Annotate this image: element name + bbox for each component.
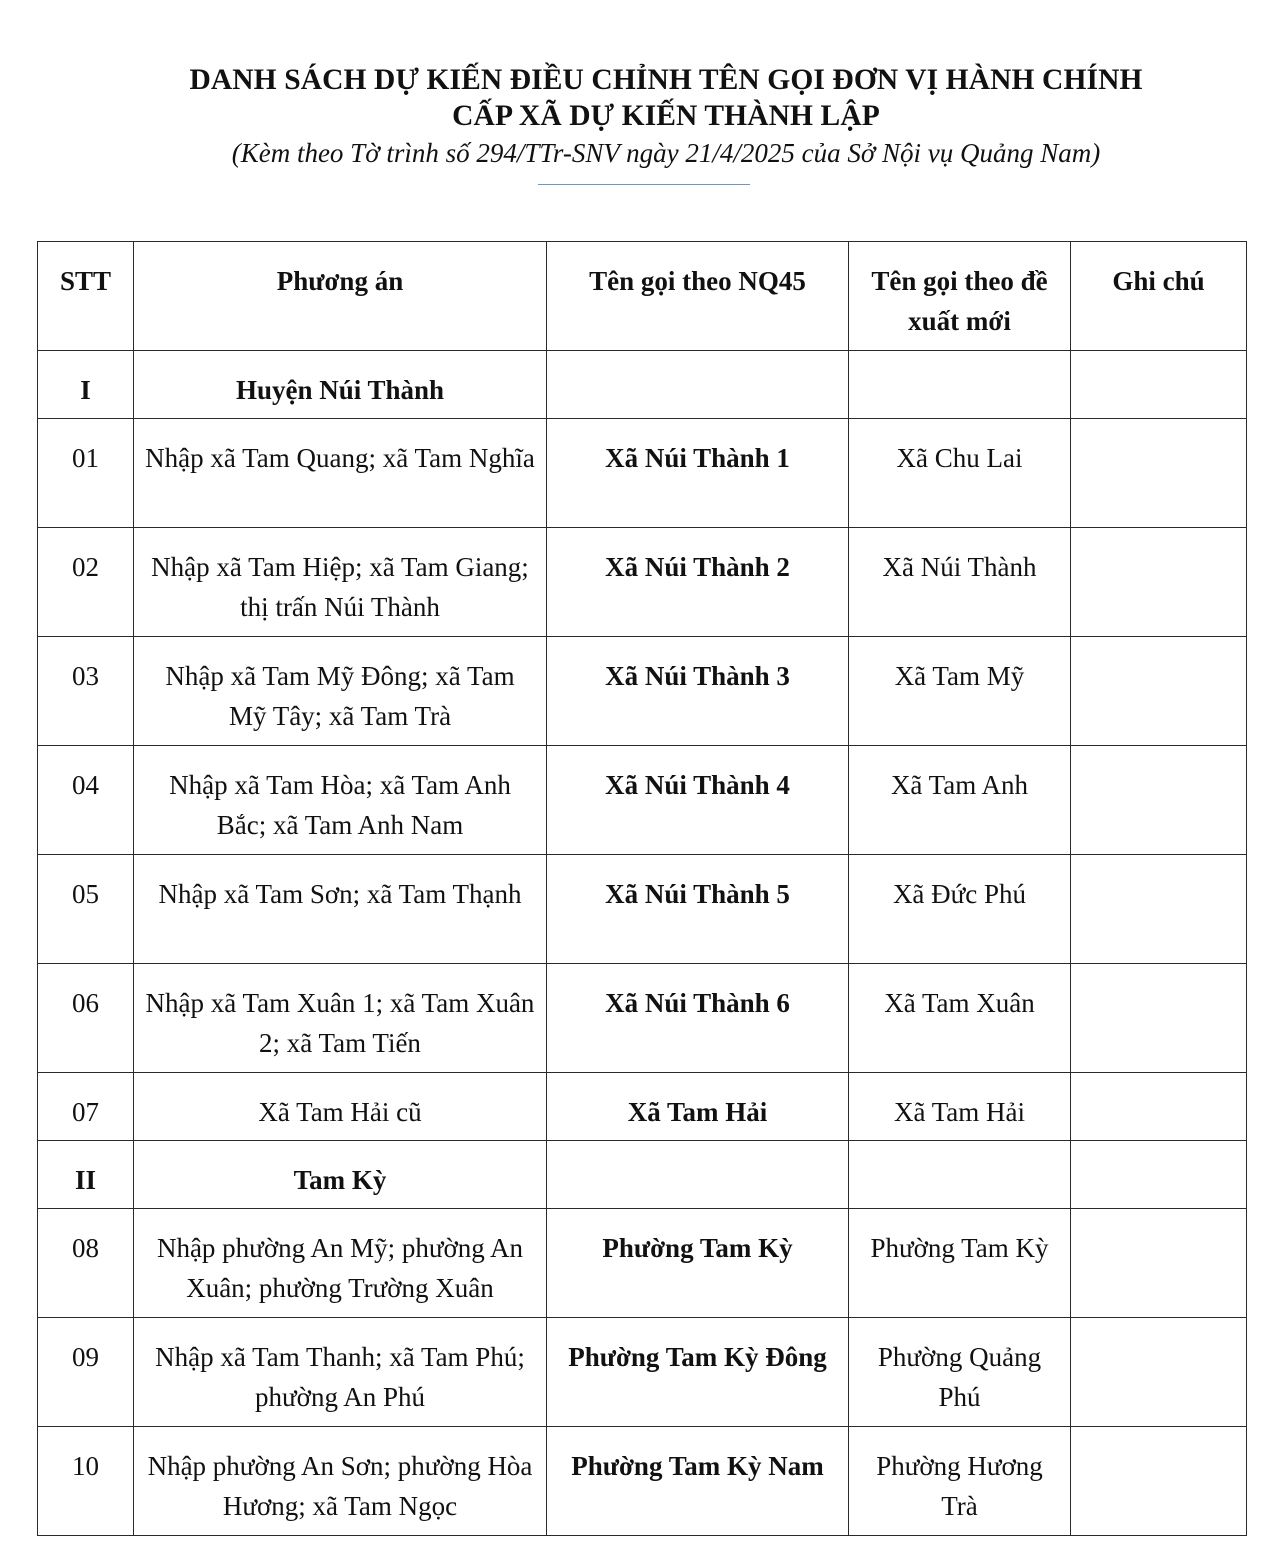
cell-ten-moi: Phường Quảng Phú bbox=[849, 1318, 1071, 1427]
section-row bbox=[38, 351, 1247, 419]
empty-cell bbox=[849, 1141, 1071, 1209]
header-ghi-chu: Ghi chú bbox=[1071, 242, 1247, 351]
cell-phuong-an: Nhập xã Tam Hiệp; xã Tam Giang; thị trấn Núi Thành bbox=[134, 528, 547, 637]
header-phuong-an: Phương án bbox=[134, 242, 547, 351]
table-row bbox=[38, 528, 1247, 637]
cell-phuong-an: Nhập xã Tam Xuân 1; xã Tam Xuân 2; xã Tam Tiến bbox=[134, 964, 547, 1073]
cell-ten-nq45: Xã Núi Thành 5 bbox=[547, 855, 849, 964]
cell-stt: 07 bbox=[38, 1073, 134, 1141]
table-header-row bbox=[38, 242, 1247, 351]
table-row bbox=[38, 419, 1247, 528]
cell-ten-nq45: Xã Núi Thành 4 bbox=[547, 746, 849, 855]
header-ten-moi: Tên gọi theo đề xuất mới bbox=[849, 242, 1071, 351]
cell-ghi-chu bbox=[1071, 746, 1247, 855]
cell-phuong-an: Nhập xã Tam Thanh; xã Tam Phú; phường An Phú bbox=[134, 1318, 547, 1427]
cell-stt: 05 bbox=[38, 855, 134, 964]
cell-stt: 03 bbox=[38, 637, 134, 746]
table-row bbox=[38, 746, 1247, 855]
cell-ghi-chu bbox=[1071, 419, 1247, 528]
cell-ten-moi: Phường Hương Trà bbox=[849, 1427, 1071, 1536]
cell-stt: 02 bbox=[38, 528, 134, 637]
empty-cell bbox=[1071, 1141, 1247, 1209]
cell-ten-nq45: Xã Núi Thành 6 bbox=[547, 964, 849, 1073]
cell-stt: 06 bbox=[38, 964, 134, 1073]
document-title-line-1: DANH SÁCH DỰ KIẾN ĐIỀU CHỈNH TÊN GỌI ĐƠN VỊ HÀNH CHÍNH bbox=[189, 64, 1143, 96]
cell-ten-nq45: Xã Núi Thành 3 bbox=[547, 637, 849, 746]
cell-ten-nq45: Phường Tam Kỳ Đông bbox=[547, 1318, 849, 1427]
empty-cell bbox=[547, 351, 849, 419]
cell-ghi-chu bbox=[1071, 1427, 1247, 1536]
section-row bbox=[38, 1141, 1247, 1209]
table-row bbox=[38, 1073, 1247, 1141]
section-index: II bbox=[38, 1141, 134, 1209]
cell-ghi-chu bbox=[1071, 855, 1247, 964]
empty-cell bbox=[1071, 351, 1247, 419]
section-name: Tam Kỳ bbox=[134, 1141, 547, 1209]
cell-ghi-chu bbox=[1071, 1318, 1247, 1427]
cell-phuong-an: Nhập xã Tam Sơn; xã Tam Thạnh bbox=[134, 855, 547, 964]
cell-ten-moi: Xã Tam Anh bbox=[849, 746, 1071, 855]
cell-phuong-an: Nhập phường An Sơn; phường Hòa Hương; xã Tam Ngọc bbox=[134, 1427, 547, 1536]
title-underline-divider bbox=[538, 184, 750, 185]
cell-stt: 08 bbox=[38, 1209, 134, 1318]
table-row bbox=[38, 1427, 1247, 1536]
cell-phuong-an: Nhập phường An Mỹ; phường An Xuân; phường Trường Xuân bbox=[134, 1209, 547, 1318]
cell-ten-moi: Phường Tam Kỳ bbox=[849, 1209, 1071, 1318]
cell-stt: 01 bbox=[38, 419, 134, 528]
document-title-line-2: CẤP XÃ DỰ KIẾN THÀNH LẬP bbox=[452, 100, 880, 132]
table-row bbox=[38, 1318, 1247, 1427]
cell-ten-moi: Xã Đức Phú bbox=[849, 855, 1071, 964]
cell-phuong-an: Xã Tam Hải cũ bbox=[134, 1073, 547, 1141]
cell-ten-nq45: Phường Tam Kỳ Nam bbox=[547, 1427, 849, 1536]
cell-ghi-chu bbox=[1071, 528, 1247, 637]
cell-phuong-an: Nhập xã Tam Quang; xã Tam Nghĩa bbox=[134, 419, 547, 528]
administrative-units-table bbox=[37, 241, 1247, 1536]
cell-stt: 10 bbox=[38, 1427, 134, 1536]
table-row bbox=[38, 637, 1247, 746]
cell-ten-moi: Xã Chu Lai bbox=[849, 419, 1071, 528]
cell-ten-moi: Xã Tam Hải bbox=[849, 1073, 1071, 1141]
cell-ten-nq45: Xã Tam Hải bbox=[547, 1073, 849, 1141]
header-ten-nq45: Tên gọi theo NQ45 bbox=[547, 242, 849, 351]
cell-ten-nq45: Xã Núi Thành 2 bbox=[547, 528, 849, 637]
section-index: I bbox=[38, 351, 134, 419]
cell-phuong-an: Nhập xã Tam Hòa; xã Tam Anh Bắc; xã Tam Anh Nam bbox=[134, 746, 547, 855]
section-name: Huyện Núi Thành bbox=[134, 351, 547, 419]
cell-ten-moi: Xã Tam Xuân bbox=[849, 964, 1071, 1073]
empty-cell bbox=[849, 351, 1071, 419]
table-row bbox=[38, 1209, 1247, 1318]
table-row bbox=[38, 964, 1247, 1073]
document-header bbox=[0, 62, 1280, 172]
empty-cell bbox=[547, 1141, 849, 1209]
cell-ten-moi: Xã Núi Thành bbox=[849, 528, 1071, 637]
cell-ghi-chu bbox=[1071, 637, 1247, 746]
cell-stt: 04 bbox=[38, 746, 134, 855]
document-subtitle: (Kèm theo Tờ trình số 294/TTr-SNV ngày 21/4/2025 của Sở Nội vụ Quảng Nam) bbox=[231, 138, 1101, 168]
cell-ghi-chu bbox=[1071, 964, 1247, 1073]
cell-ghi-chu bbox=[1071, 1073, 1247, 1141]
cell-phuong-an: Nhập xã Tam Mỹ Đông; xã Tam Mỹ Tây; xã Tam Trà bbox=[134, 637, 547, 746]
header-stt: STT bbox=[38, 242, 134, 351]
table-row bbox=[38, 855, 1247, 964]
cell-ten-nq45: Phường Tam Kỳ bbox=[547, 1209, 849, 1318]
cell-ten-nq45: Xã Núi Thành 1 bbox=[547, 419, 849, 528]
cell-stt: 09 bbox=[38, 1318, 134, 1427]
cell-ten-moi: Xã Tam Mỹ bbox=[849, 637, 1071, 746]
cell-ghi-chu bbox=[1071, 1209, 1247, 1318]
